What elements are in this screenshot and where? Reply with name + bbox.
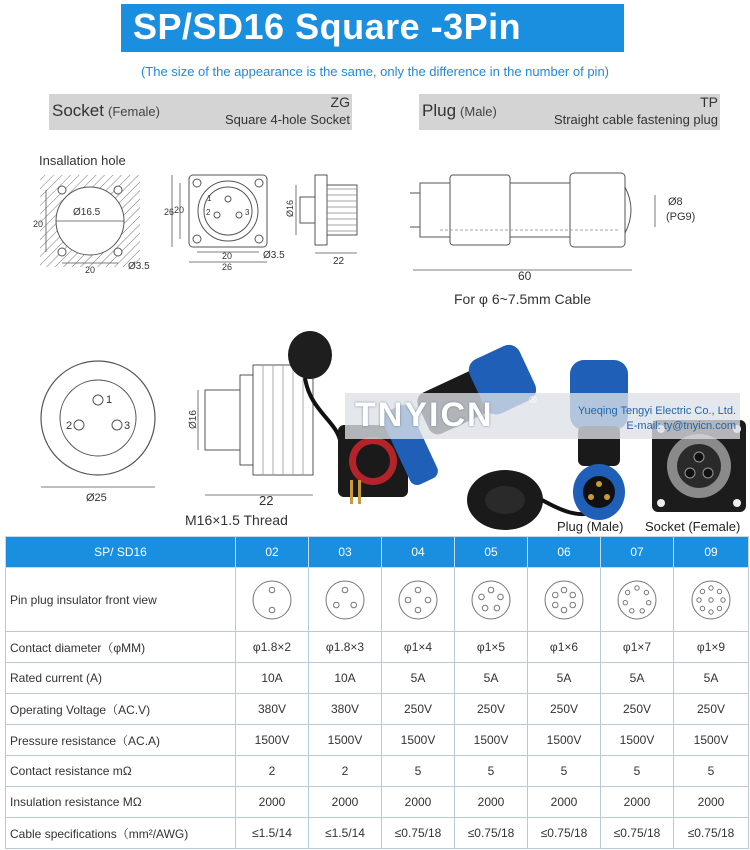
dim-pg9-plug: (PG9) xyxy=(666,211,696,223)
dim-d3-5-hole: Ø3.5 xyxy=(128,261,150,272)
table-cell: 2 xyxy=(309,756,382,787)
table-row xyxy=(6,632,749,663)
dim-20-horiz: 20 xyxy=(222,251,233,261)
table-cell: 5A xyxy=(382,663,455,694)
table-row xyxy=(6,694,749,725)
table-cell: 5A xyxy=(601,663,674,694)
table-cell: φ1.8×3 xyxy=(309,632,382,663)
table-header-label: SP/ SD16 xyxy=(6,537,236,568)
pin-hole xyxy=(342,587,348,593)
table-cell: 250V xyxy=(455,694,528,725)
table-cell: 380V xyxy=(309,694,382,725)
dim-20-left: 20 xyxy=(33,219,44,229)
cable-note: For φ 6~7.5mm Cable xyxy=(454,291,592,307)
table-cell: 250V xyxy=(382,694,455,725)
table-row xyxy=(6,663,749,694)
table-cell: φ1×6 xyxy=(528,632,601,663)
plug-desc: Straight cable fastening plug xyxy=(553,112,718,127)
row-label: Operating Voltage（AC.V) xyxy=(6,694,236,725)
table-cell: φ1×4 xyxy=(382,632,455,663)
table-cell: 2000 xyxy=(601,787,674,818)
plug-pin3-label: 3 xyxy=(124,420,131,432)
pin-layout-icon xyxy=(469,578,513,622)
pin-hole xyxy=(647,600,651,604)
table-cell: 1500V xyxy=(309,725,382,756)
table-cell: 5 xyxy=(528,756,601,787)
pin-hole xyxy=(269,587,275,593)
row-label: Insulation resistance MΩ xyxy=(6,787,236,818)
dim-d25: Ø25 xyxy=(86,492,107,504)
dim-20-vert: 20 xyxy=(174,205,185,215)
column-header: 06 xyxy=(528,537,601,568)
column-header: 03 xyxy=(309,537,382,568)
socket-sub: (Female) xyxy=(107,104,160,119)
pin-hole xyxy=(479,594,485,600)
pin-hole xyxy=(697,597,701,601)
column-header: 05 xyxy=(455,537,528,568)
socket-female-label: Socket (Female) xyxy=(645,519,741,534)
pin-hole xyxy=(561,587,567,593)
table-cell: ≤0.75/18 xyxy=(382,818,455,849)
dim-d8-plug: Ø8 xyxy=(668,196,683,208)
pin-hole xyxy=(425,597,431,603)
spec-table xyxy=(5,536,749,849)
pin-layout-icon xyxy=(615,578,659,622)
table-cell: ≤0.75/18 xyxy=(528,818,601,849)
title-banner xyxy=(121,4,624,52)
table-cell: ≤0.75/18 xyxy=(601,818,674,849)
table-cell: 2000 xyxy=(309,787,382,818)
table-cell: 2000 xyxy=(674,787,749,818)
dim-d16-5: Ø16.5 xyxy=(73,207,101,218)
pin-hole xyxy=(644,590,648,594)
table-row xyxy=(6,756,749,787)
plug-label-box xyxy=(419,94,720,130)
dim-d16-thread: Ø16 xyxy=(188,410,199,429)
dim-22-socket: 22 xyxy=(333,256,345,267)
socket-label-box xyxy=(49,94,352,130)
table-cell: ≤1.5/14 xyxy=(236,818,309,849)
dim-60-plug: 60 xyxy=(518,269,532,283)
table-cell: 10A xyxy=(236,663,309,694)
plug-sub: (Male) xyxy=(460,104,497,119)
socket-pin3-label: 3 xyxy=(245,208,250,217)
table-cell: 2000 xyxy=(382,787,455,818)
page-subtitle: (The size of the appearance is the same, only the difference in the number of pin) xyxy=(140,64,610,79)
table-cell: 1500V xyxy=(382,725,455,756)
pin-layout-icon xyxy=(250,578,294,622)
row-label: Pin plug insulator front view xyxy=(6,568,236,632)
table-cell: 250V xyxy=(601,694,674,725)
pin-hole xyxy=(625,590,629,594)
table-cell: 5A xyxy=(674,663,749,694)
table-row xyxy=(6,787,749,818)
plug-male-icon xyxy=(570,360,628,520)
table-cell: 1500V xyxy=(455,725,528,756)
table-cell: 1500V xyxy=(236,725,309,756)
table-cell: 5A xyxy=(455,663,528,694)
row-label: Rated current (A) xyxy=(6,663,236,694)
install-hole-diagram xyxy=(40,175,140,267)
pin-hole xyxy=(488,587,494,593)
table-cell: 5 xyxy=(382,756,455,787)
table-cell: 1500V xyxy=(528,725,601,756)
thread-label: M16×1.5 Thread xyxy=(185,512,288,528)
brand-reg-mark: ® xyxy=(528,395,538,406)
socket-side-diagram xyxy=(296,175,357,253)
pin-hole xyxy=(721,597,725,601)
table-cell: 5A xyxy=(528,663,601,694)
dim-26-vert: 26 xyxy=(164,207,175,217)
pin-hole xyxy=(700,589,704,593)
table-cell: 1500V xyxy=(601,725,674,756)
dim-d3-5-socket: Ø3.5 xyxy=(263,250,285,261)
plug-male-label: Plug (Male) xyxy=(557,519,624,534)
table-cell: 5 xyxy=(674,756,749,787)
table-cell: 10A xyxy=(309,663,382,694)
pin-hole xyxy=(570,602,576,608)
dim-26-horiz: 26 xyxy=(222,262,233,272)
table-row xyxy=(6,818,749,849)
pin-hole xyxy=(498,594,504,600)
table-cell: ≤0.75/18 xyxy=(455,818,528,849)
socket-pin1-label: 1 xyxy=(207,194,212,203)
plug-pin1-label: 1 xyxy=(106,394,113,406)
table-cell: φ1×9 xyxy=(674,632,749,663)
company-name: Yueqing Tengyi Electric Co., Ltd. xyxy=(577,405,736,417)
row-label: Contact diameter（φMM) xyxy=(6,632,236,663)
pin-hole xyxy=(553,592,559,598)
table-cell: 380V xyxy=(236,694,309,725)
install-hole-label: Insallation hole xyxy=(39,153,126,168)
page-title: SP/SD16 Square -3Pin xyxy=(133,6,522,47)
column-header: 02 xyxy=(236,537,309,568)
table-cell: φ1×5 xyxy=(455,632,528,663)
row-label: Contact resistance mΩ xyxy=(6,756,236,787)
table-cell: 5 xyxy=(601,756,674,787)
pin-hole xyxy=(709,585,713,589)
pin-hole xyxy=(623,600,627,604)
pin-hole xyxy=(405,597,411,603)
table-cell: 2000 xyxy=(236,787,309,818)
row-label: Cable specifications（mm²/AWG) xyxy=(6,818,236,849)
pin-hole xyxy=(709,597,713,601)
pin-layout-icon xyxy=(542,578,586,622)
table-cell: 2000 xyxy=(528,787,601,818)
table-cell: φ1.8×2 xyxy=(236,632,309,663)
table-header-row xyxy=(6,537,749,568)
socket-name: Socket xyxy=(52,101,104,120)
table-cell: 5 xyxy=(455,756,528,787)
pin-hole xyxy=(635,585,639,589)
brand-watermark xyxy=(345,393,740,439)
table-cell: 250V xyxy=(674,694,749,725)
socket-front-diagram xyxy=(172,175,267,262)
pin-hole xyxy=(269,607,275,613)
dim-d16-side: Ø16 xyxy=(285,199,295,217)
table-cell: 250V xyxy=(528,694,601,725)
plug-code: TP xyxy=(700,94,718,110)
pin-hole xyxy=(494,605,500,611)
socket-pin2-label: 2 xyxy=(206,208,211,217)
table-cell: 2 xyxy=(236,756,309,787)
pin-hole xyxy=(700,606,704,610)
row-label: Pressure resistance（AC.A) xyxy=(6,725,236,756)
table-cell: 1500V xyxy=(674,725,749,756)
pin-hole xyxy=(482,605,488,611)
column-header: 09 xyxy=(674,537,749,568)
table-row xyxy=(6,725,749,756)
pin-hole xyxy=(561,607,567,613)
plug-pin2-label: 2 xyxy=(66,420,73,432)
brand-logo: TNYICN xyxy=(355,396,494,434)
plug-name: Plug xyxy=(422,101,457,120)
pin-hole xyxy=(640,608,644,612)
pin-hole xyxy=(717,606,721,610)
table-row xyxy=(6,568,749,632)
pin-hole xyxy=(570,592,576,598)
pin-hole xyxy=(717,589,721,593)
pin-layout-icon xyxy=(689,578,733,622)
column-header: 04 xyxy=(382,537,455,568)
pin-hole xyxy=(334,602,340,608)
socket-desc: Square 4-hole Socket xyxy=(224,112,350,127)
company-email: E-mail: ty@tnyicn.com xyxy=(626,420,736,432)
table-cell: φ1×7 xyxy=(601,632,674,663)
table-cell: 2000 xyxy=(455,787,528,818)
dust-cap-icon xyxy=(288,331,340,440)
pin-hole xyxy=(351,602,357,608)
dim-22-thread: 22 xyxy=(259,493,274,508)
pin-hole xyxy=(415,607,421,613)
socket-code: ZG xyxy=(330,94,350,110)
column-header: 07 xyxy=(601,537,674,568)
pin-hole xyxy=(709,609,713,613)
dim-20-bottom: 20 xyxy=(85,265,96,275)
plug-insulator-diagram xyxy=(41,361,155,487)
table-cell: ≤1.5/14 xyxy=(309,818,382,849)
pin-hole xyxy=(415,587,421,593)
pin-layout-icon xyxy=(396,578,440,622)
pin-layout-icon xyxy=(323,578,367,622)
plug-side-diagram xyxy=(410,173,655,270)
pin-hole xyxy=(553,602,559,608)
pin-hole xyxy=(630,608,634,612)
table-cell: ≤0.75/18 xyxy=(674,818,749,849)
